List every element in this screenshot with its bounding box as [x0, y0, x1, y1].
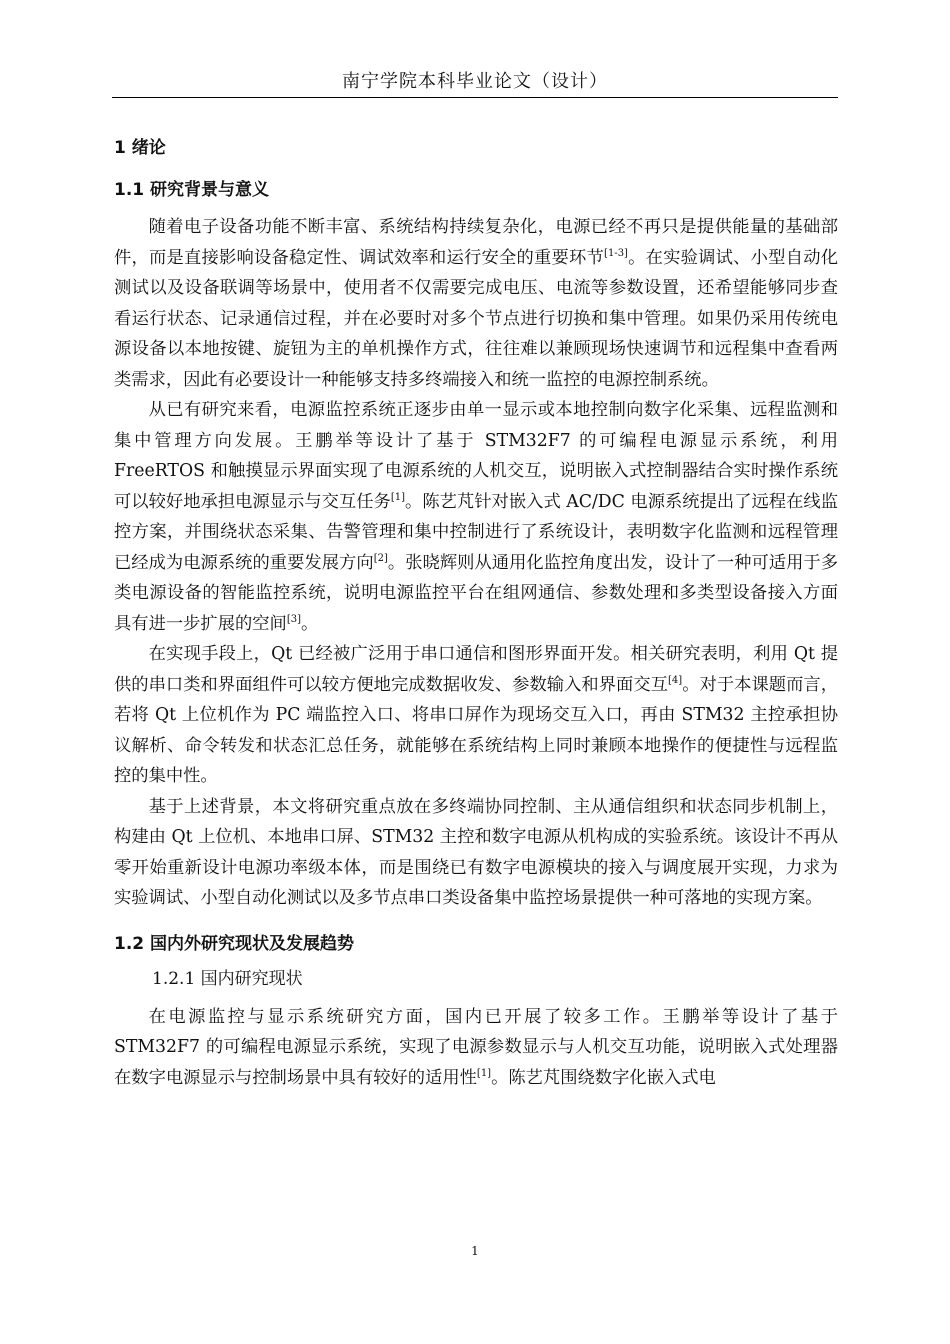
paragraph-5-text-a: 在电源监控与显示系统研究方面，国内已开展了较多工作。王鹏举等设计了基于 STM32F7 的可编程电源显示系统，实现了电源参数显示与人机交互功能，说明嵌入式处理器在数字电源显示与控制场景中具有较好的适用性: [114, 1006, 838, 1088]
paragraph-3: [114, 639, 838, 792]
paragraph-4: 基于上述背景，本文将研究重点放在多终端协同控制、主从通信组织和状态同步机制上，构建由 Qt 上位机、本地串口屏、STM32 主控和数字电源从机构成的实验系统。该设计不再从零开始重新设计电源功率级本体，而是围绕已有数字电源模块的接入与调度展开实现，力求为实验调试、小型自动化测试以及多节点串口类设备集中监控场景提供一种可落地的实现方案。: [114, 796, 838, 908]
citation-4: [4]: [668, 674, 683, 686]
page-number: 1: [471, 1244, 479, 1258]
paragraph-2-text-c: 。张晓辉则从通用化监控角度出发，设计了一种可适用于多类电源设备的智能监控系统，说明电源监控平台在组网通信、参数处理和多类型设备接入方面具有进一步扩展的空间: [114, 552, 838, 634]
paragraph-1-text-b: 。在实验调试、小型自动化测试以及设备联调等场景中，使用者不仅需要完成电压、电流等参数设置，还希望能够同步查看运行状态、记录通信过程，并在必要时对多个节点进行切换和集中管理。如果仍采用传统电源设备以本地按键、旋钮为主的单机操作方式，往往难以兼顾现场快速调节和远程集中查看两类需求，因此有必要设计一种能够支持多终端接入和统一监控的电源控制系统。: [114, 247, 838, 390]
page-body: [114, 128, 838, 1093]
paragraph-2-text-b: 。陈艺芃针对嵌入式 AC/DC 电源系统提出了远程在线监控方案，并围绕状态采集、告警管理和集中控制进行了系统设计，表明数字化监测和远程管理已经成为电源系统的重要发展方向: [114, 491, 838, 573]
section-heading-1-1: 1.1 研究背景与意义: [114, 180, 270, 200]
citation-3: [3]: [286, 613, 301, 625]
citation-1: [1]: [390, 491, 406, 503]
paragraph-1: [114, 212, 838, 395]
running-header: 南宁学院本科毕业论文（设计）: [342, 71, 608, 92]
chapter-heading: 1 绪论: [114, 138, 166, 158]
citation-2: [2]: [373, 552, 388, 564]
header-rule: [112, 97, 838, 98]
paragraph-2-text-d: 。: [301, 613, 319, 634]
paragraph-2-text-a: 从已有研究来看，电源监控系统正逐步由单一显示或本地控制向数字化采集、远程监测和集中管理方向发展。王鹏举等设计了基于 STM32F7 的可编程电源显示系统，利用 FreeRTOS 和触摸显示界面实现了电源系统的人机交互，说明嵌入式控制器结合实时操作系统可以较好地承担电源显示与交互任务: [114, 400, 838, 512]
paragraph-2: [114, 395, 838, 639]
citation-1b: [1]: [476, 1067, 492, 1079]
section-heading-1-2: 1.2 国内外研究现状及发展趋势: [114, 933, 355, 954]
paragraph-3-text-a: 在实现手段上，Qt 已经被广泛用于串口通信和图形界面开发。相关研究表明，利用 Qt 提供的串口类和界面组件可以较方便地完成数据收发、参数输入和界面交互: [114, 644, 838, 695]
paragraph-5-text-b: 。陈艺芃围绕数字化嵌入式电: [491, 1067, 716, 1088]
citation-1-3: [1-3]: [604, 247, 628, 259]
paragraph-5: [114, 1002, 838, 1094]
paragraph-1-text-a: 随着电子设备功能不断丰富、系统结构持续复杂化，电源已经不再只是提供能量的基础部件，而是直接影响设备稳定性、调试效率和运行安全的重要环节: [114, 217, 838, 268]
paragraph-3-text-b: 。对于本课题而言，若将 Qt 上位机作为 PC 端监控入口、将串口屏作为现场交互入口，再由 STM32 主控承担协议解析、命令转发和状态汇总任务，就能够在系统结构上同时兼顾本地操作的便捷性与远程监控的集中性。: [114, 674, 838, 786]
subsection-heading-1-2-1: 1.2.1 国内研究现状: [152, 968, 303, 989]
